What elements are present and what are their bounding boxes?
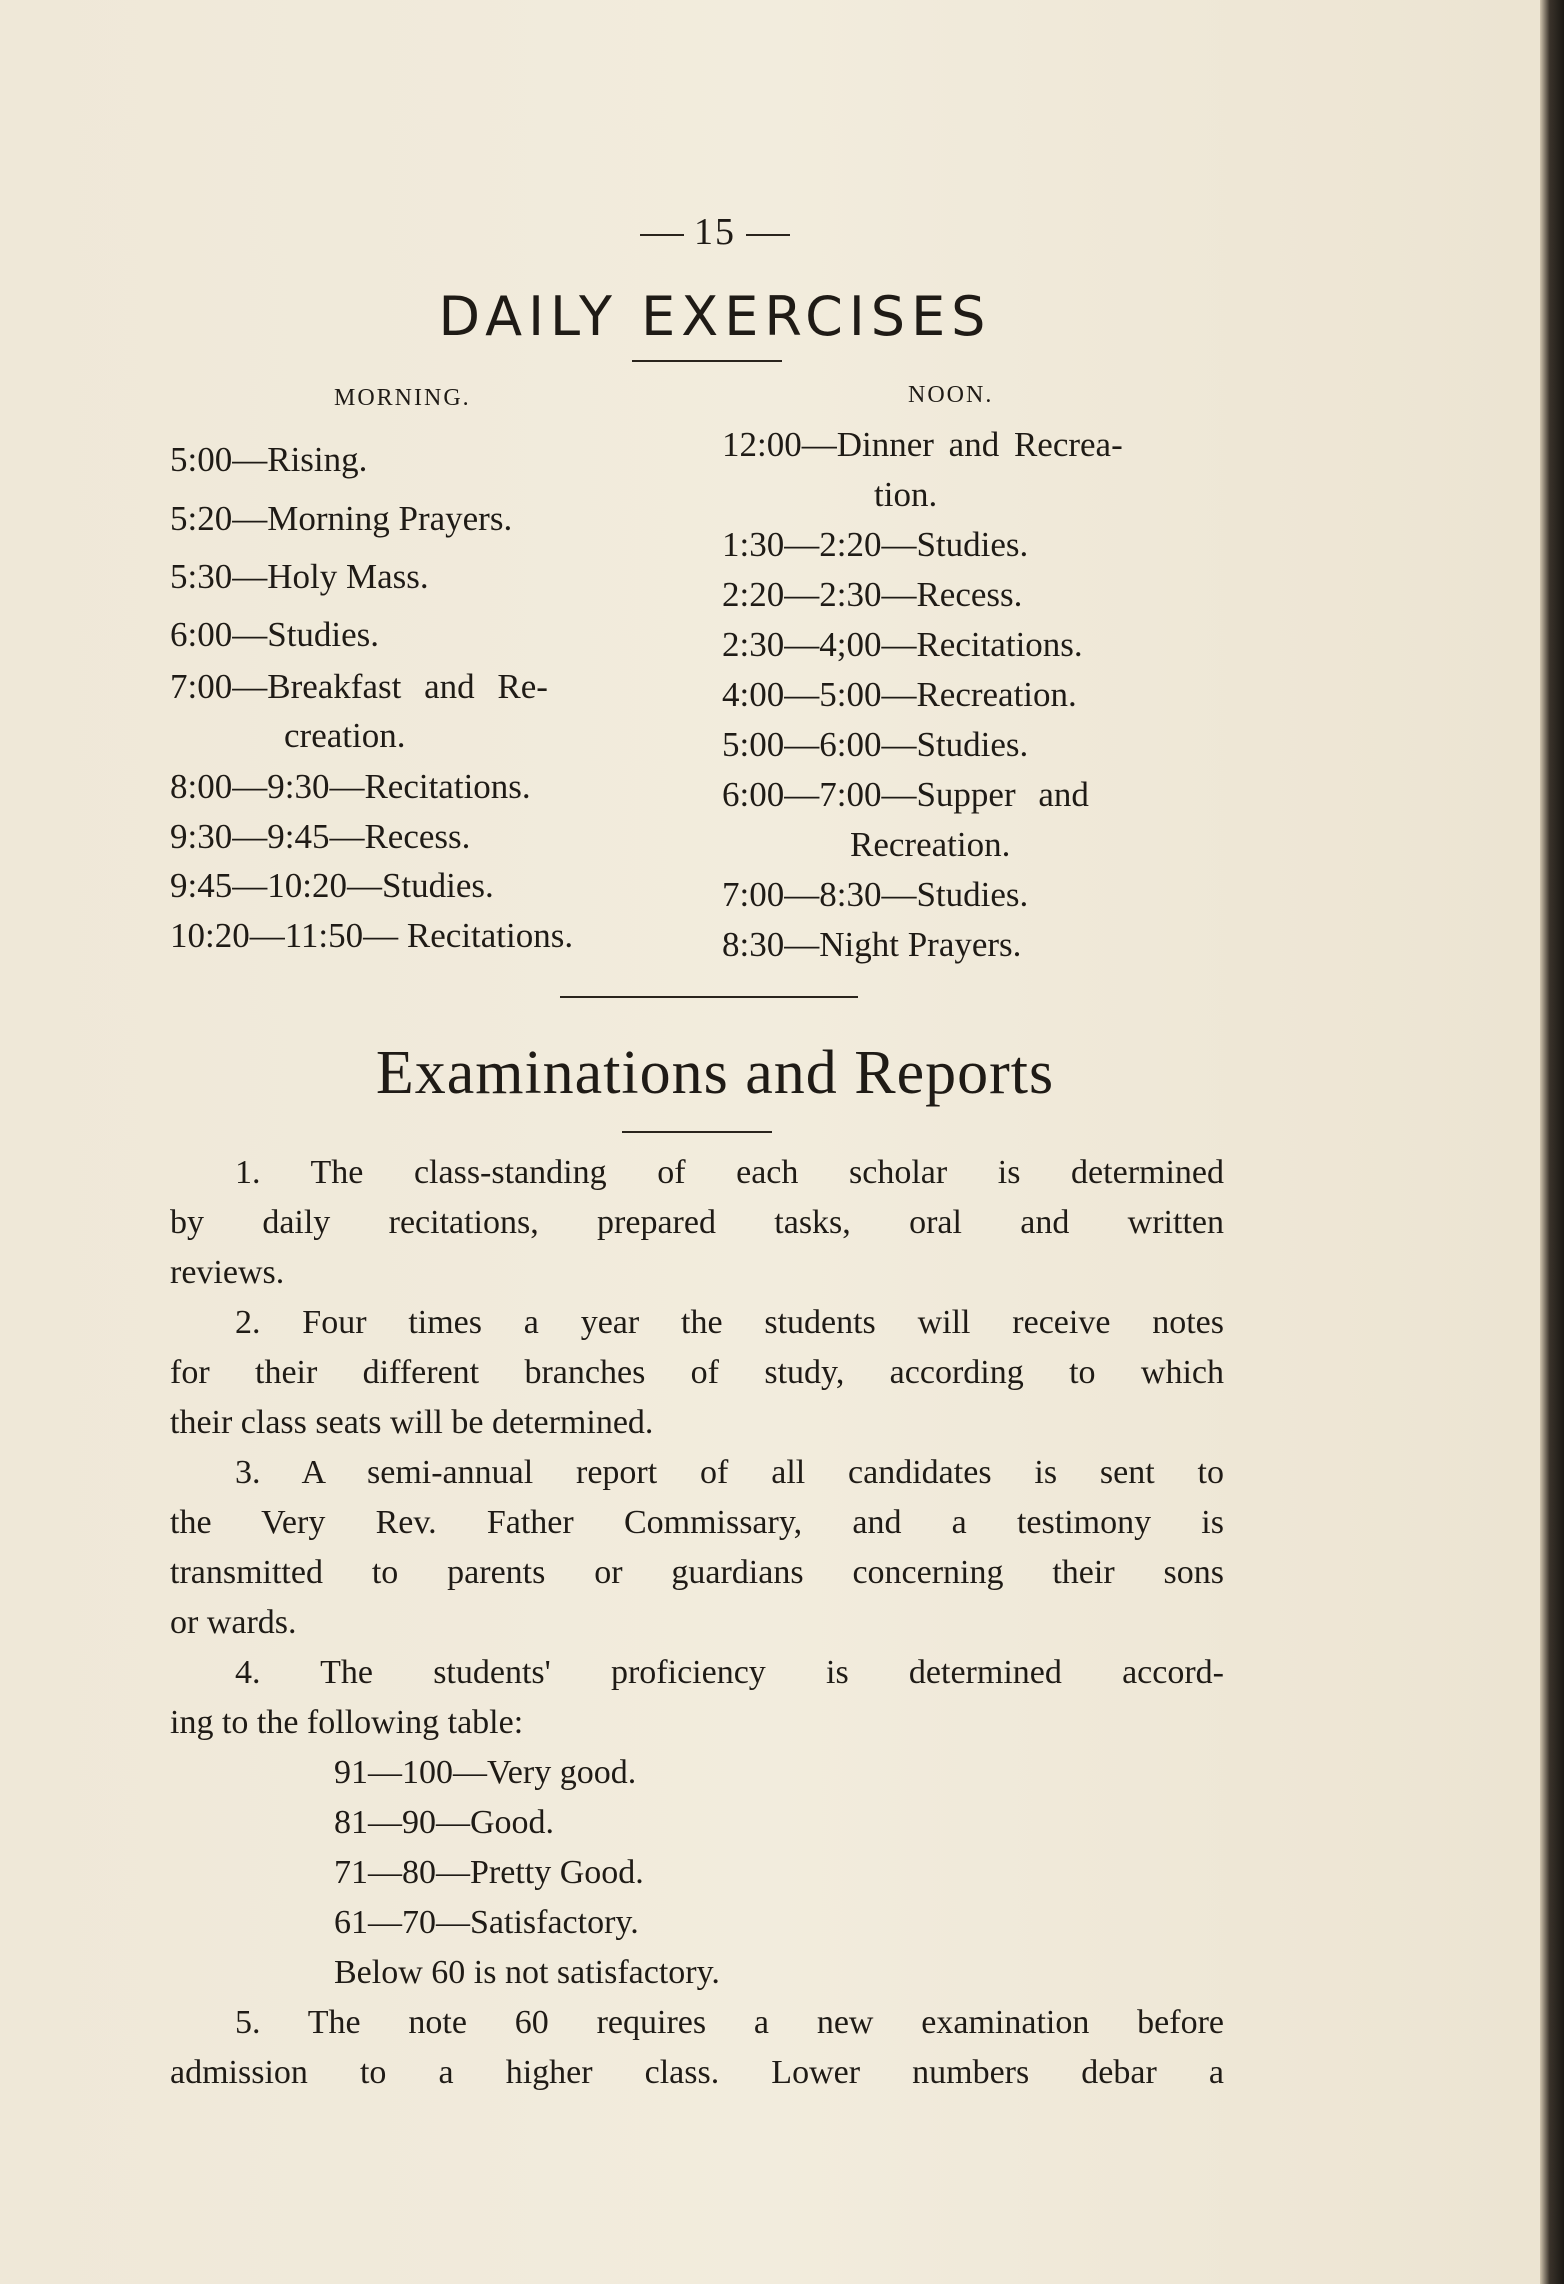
morning-item: 8:00—9:30—Recitations. — [170, 767, 531, 806]
noon-heading: NOON. — [908, 382, 994, 408]
page-number-value: 15 — [694, 211, 736, 253]
noon-item: 2:20—2:30—Recess. — [722, 575, 1023, 614]
noon-item: 1:30—2:20—Studies. — [722, 525, 1029, 564]
paragraph-line: reviews. — [170, 1254, 285, 1291]
grade-row: 91—100—Very good. — [334, 1754, 637, 1791]
section-divider — [560, 996, 858, 998]
noon-item: 2:30—4;00—Recitations. — [722, 625, 1083, 664]
morning-item: 7:00—Breakfast and Re- — [170, 667, 548, 706]
paragraph-line: 1. The class-standing of each scholar is determined — [235, 1154, 1224, 1191]
paragraph-line: 3. A semi-annual report of all candidates is sent to — [235, 1454, 1224, 1491]
noon-item: 4:00—5:00—Recreation. — [722, 675, 1077, 714]
morning-item: 9:30—9:45—Recess. — [170, 817, 471, 856]
noon-item: 5:00—6:00—Studies. — [722, 725, 1029, 764]
morning-item: 5:30—Holy Mass. — [170, 557, 429, 596]
paragraph-3 — [170, 1448, 1224, 1648]
paragraph-line: 2. Four times a year the students will receive notes — [235, 1304, 1224, 1341]
paragraph-1 — [170, 1148, 1224, 1298]
morning-item: 10:20—11:50— Recitations. — [170, 916, 574, 955]
paragraph-2 — [170, 1298, 1224, 1448]
morning-item: 9:45—10:20—Studies. — [170, 866, 494, 905]
paragraph-line: or wards. — [170, 1604, 297, 1641]
paragraph-line: 4. The students' proficiency is determined accord- — [235, 1654, 1224, 1691]
morning-item-continued: creation. — [284, 716, 406, 755]
noon-item: 6:00—7:00—Supper and — [722, 775, 1089, 814]
grade-row: 61—70—Satisfactory. — [334, 1904, 639, 1941]
morning-heading: MORNING. — [334, 385, 471, 411]
morning-item: 6:00—Studies. — [170, 615, 380, 654]
noon-item: 8:30—Night Prayers. — [722, 925, 1022, 964]
page-number-dash-left — [640, 234, 684, 236]
paragraph-5 — [170, 1998, 1224, 2098]
paragraph-line: their class seats will be determined. — [170, 1404, 654, 1441]
morning-item: 5:20—Morning Prayers. — [170, 499, 513, 538]
grade-row: Below 60 is not satisfactory. — [334, 1954, 720, 1991]
noon-item: 7:00—8:30—Studies. — [722, 875, 1029, 914]
exams-title-underline — [622, 1131, 772, 1133]
title-underline — [632, 360, 782, 362]
paragraph-line: ing to the following table: — [170, 1704, 524, 1741]
page-number — [620, 210, 810, 254]
paragraph-line: for their different branches of study, according to which — [170, 1354, 1224, 1391]
paragraph-line: 5. The note 60 requires a new examination before — [235, 2004, 1224, 2041]
paragraph-line: admission to a higher class. Lower numbers debar a — [170, 2054, 1224, 2091]
morning-item: 5:00—Rising. — [170, 440, 368, 479]
paragraph-line: transmitted to parents or guardians concerning their sons — [170, 1554, 1224, 1591]
page-edge — [1540, 0, 1564, 2284]
noon-item-continued: Recreation. — [850, 825, 1011, 864]
daily-exercises-title: DAILY EXERCISES — [438, 285, 992, 348]
paragraph-line: the Very Rev. Father Commissary, and a testimony is — [170, 1504, 1224, 1541]
paragraph-line: by daily recitations, prepared tasks, oral and written — [170, 1204, 1224, 1241]
page-number-dash-right — [746, 234, 790, 236]
noon-item-continued: tion. — [874, 475, 938, 514]
noon-item: 12:00—Dinner and Recrea- — [722, 425, 1123, 464]
paragraph-4 — [170, 1648, 1224, 1748]
grade-row: 81—90—Good. — [334, 1804, 555, 1841]
examinations-title: Examinations and Reports — [375, 1039, 1055, 1107]
grade-row: 71—80—Pretty Good. — [334, 1854, 644, 1891]
